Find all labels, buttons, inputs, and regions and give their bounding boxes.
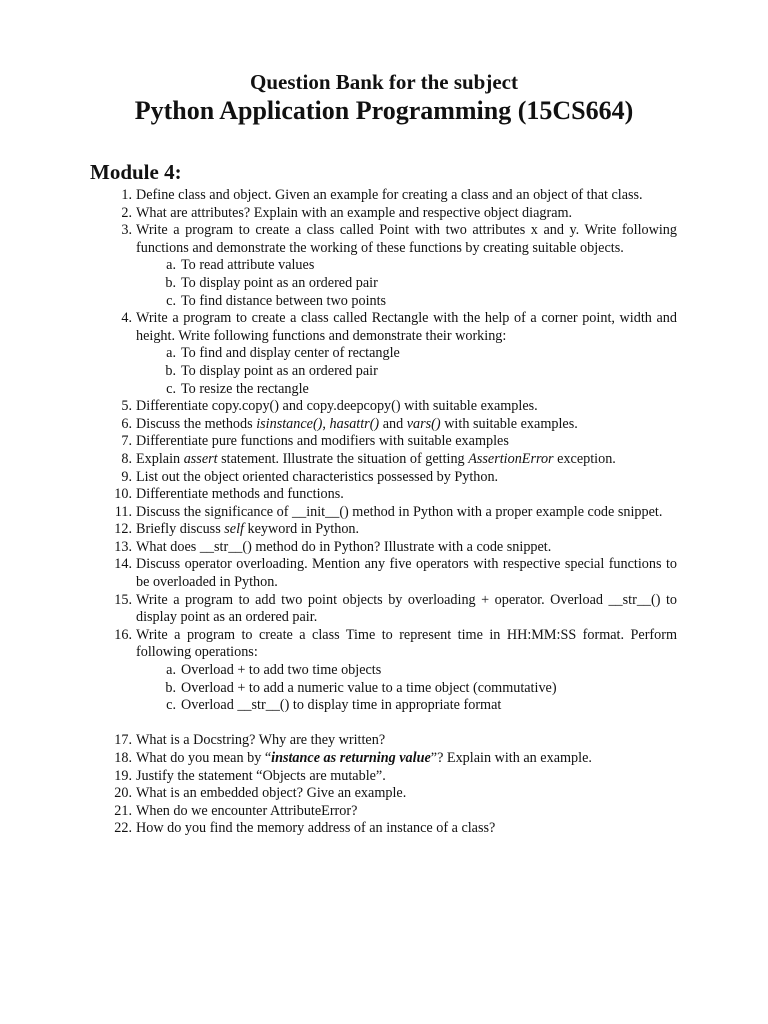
sub-item-text: Overload + to add a numeric value to a time object (commutative) xyxy=(181,679,557,696)
question-10 xyxy=(0,486,677,504)
sub-item-text: Overload __str__() to display time in appropriate format xyxy=(181,697,502,714)
sub-item-text: To read attribute values xyxy=(181,257,315,274)
question-text: Differentiate methods and functions. xyxy=(136,486,344,503)
question-20 xyxy=(0,785,677,803)
sub-item-letter: c. xyxy=(166,697,176,714)
question-text: Write a program to create a class called Point with two attributes x and y. Write following functions and demonstrate the working of these functions by creating suitable objects. xyxy=(136,222,677,256)
sub-item xyxy=(0,662,677,680)
question-text: What does __str__() method do in Python? Illustrate with a code snippet. xyxy=(136,538,552,555)
question-text-part: Discuss the methods xyxy=(136,415,257,432)
question-text: Write a program to add two point objects by overloading + operator. Overload __str__() to display point as an ordered pair. xyxy=(136,591,677,626)
question-text-part: What do you mean by “ xyxy=(136,750,272,766)
sub-item xyxy=(0,381,677,399)
question-text-part: instance as returning value xyxy=(271,750,431,766)
sub-item-letter: c. xyxy=(166,380,176,397)
question-number: 2. xyxy=(121,204,132,221)
sub-item-text: To display point as an ordered pair xyxy=(181,274,378,291)
course-title: Python Application Programming (15CS664) xyxy=(134,96,634,125)
question-text-part: and xyxy=(379,415,407,432)
question-text: Differentiate pure functions and modifiers with suitable examples xyxy=(136,433,509,450)
question-number: 1. xyxy=(121,187,132,203)
question-number: 16. xyxy=(114,626,132,643)
question-text-part: assert xyxy=(183,450,218,467)
sub-item-letter: a. xyxy=(166,662,176,679)
question-text: How do you find the memory address of an instance of a class? xyxy=(136,820,496,837)
question-1 xyxy=(0,187,677,205)
question-number: 4. xyxy=(121,310,132,327)
question-number: 6. xyxy=(121,415,132,432)
question-text: Write a program to create a class Time to represent time in HH:MM:SS format. Perform following operations: xyxy=(136,626,677,661)
question-text-part: Briefly discuss xyxy=(136,521,225,538)
sub-item-letter: a. xyxy=(166,257,176,274)
question-number: 19. xyxy=(114,767,132,784)
question-number: 9. xyxy=(121,468,132,485)
question-number: 12. xyxy=(114,521,132,538)
question-9 xyxy=(0,469,677,487)
question-number: 3. xyxy=(121,222,132,239)
sub-item-letter: a. xyxy=(166,345,176,362)
question-number: 11. xyxy=(114,503,132,520)
question-text-part: Explain xyxy=(136,450,184,467)
question-number: 5. xyxy=(121,398,132,415)
question-number: 10. xyxy=(114,486,132,503)
question-text: Write a program to create a class called Rectangle with the help of a corner point, width and height. Write following functions and demonstrate their working: xyxy=(136,310,677,344)
question-text-part: AssertionError xyxy=(468,450,554,467)
question-text-part: hasattr() xyxy=(329,415,380,432)
question-text: What are attributes? Explain with an example and respective object diagram. xyxy=(136,204,573,221)
question-12 xyxy=(0,521,677,539)
question-16 xyxy=(0,627,677,662)
question-text: Differentiate copy.copy() and copy.deepcopy() with suitable examples. xyxy=(136,398,538,415)
question-list xyxy=(0,187,768,838)
question-text-part: vars() xyxy=(406,415,441,432)
question-number: 7. xyxy=(121,433,132,450)
question-6 xyxy=(0,416,677,434)
sub-item xyxy=(0,275,677,293)
question-19 xyxy=(0,768,677,786)
question-number: 22. xyxy=(114,820,132,837)
question-15 xyxy=(0,592,677,627)
sub-item-letter: b. xyxy=(165,274,176,291)
question-text-part: statement. Illustrate the situation of getting xyxy=(217,450,469,467)
sub-item xyxy=(0,293,677,311)
question-number: 13. xyxy=(114,538,132,555)
question-text-part: , xyxy=(322,415,330,432)
question-22 xyxy=(0,820,677,838)
question-4 xyxy=(0,310,677,345)
question-21 xyxy=(0,803,677,821)
question-number: 8. xyxy=(121,450,132,467)
sub-item-text: To find distance between two points xyxy=(181,292,387,309)
question-text-part: self xyxy=(224,521,244,538)
sub-item-letter: b. xyxy=(165,362,176,379)
question-text: Discuss the significance of __init__() method in Python with a proper example code snippet. xyxy=(136,503,663,520)
sub-item xyxy=(0,257,677,275)
sub-item xyxy=(0,680,677,698)
sub-item-text: To resize the rectangle xyxy=(181,380,309,397)
question-18 xyxy=(0,750,677,768)
question-number: 14. xyxy=(114,556,132,573)
module-heading: Module 4: xyxy=(90,160,182,184)
question-text: What is a Docstring? Why are they written? xyxy=(136,732,386,749)
question-14 xyxy=(0,556,677,591)
sub-item-text: Overload + to add two time objects xyxy=(181,662,382,679)
question-2 xyxy=(0,205,677,223)
question-text: Justify the statement “Objects are mutable”. xyxy=(136,767,386,784)
question-text-part: ”? Explain with an example. xyxy=(430,750,592,766)
question-number: 17. xyxy=(114,732,132,749)
question-text: List out the object oriented characteristics possessed by Python. xyxy=(136,468,499,485)
question-text: When do we encounter AttributeError? xyxy=(136,802,358,819)
question-5 xyxy=(0,398,677,416)
question-text: What is an embedded object? Give an example. xyxy=(136,785,407,802)
blank-line xyxy=(0,715,768,733)
question-number: 18. xyxy=(114,750,132,766)
question-number: 21. xyxy=(114,802,132,819)
question-7 xyxy=(0,433,677,451)
question-11 xyxy=(0,504,677,522)
question-text-part: isinstance() xyxy=(256,415,323,432)
subject-heading: Question Bank for the subject xyxy=(250,70,518,94)
question-8 xyxy=(0,451,677,469)
sub-item xyxy=(0,345,677,363)
question-text: Discuss operator overloading. Mention any five operators with respective special functions to be overloaded in Python. xyxy=(136,556,677,591)
sub-item-letter: c. xyxy=(166,292,176,309)
sub-item-letter: b. xyxy=(165,679,176,696)
question-text-part: with suitable examples. xyxy=(440,415,578,432)
question-13 xyxy=(0,539,677,557)
sub-item xyxy=(0,697,677,715)
question-17 xyxy=(0,732,677,750)
question-number: 15. xyxy=(114,591,132,608)
question-text-part: keyword in Python. xyxy=(243,521,360,538)
question-text-part: exception. xyxy=(553,450,616,467)
question-text: Define class and object. Given an example for creating a class and an object of that class. xyxy=(136,187,643,203)
question-number: 20. xyxy=(114,785,132,802)
sub-item-text: To find and display center of rectangle xyxy=(181,345,400,362)
sub-item xyxy=(0,363,677,381)
sub-item-text: To display point as an ordered pair xyxy=(181,362,378,379)
question-3 xyxy=(0,222,677,257)
